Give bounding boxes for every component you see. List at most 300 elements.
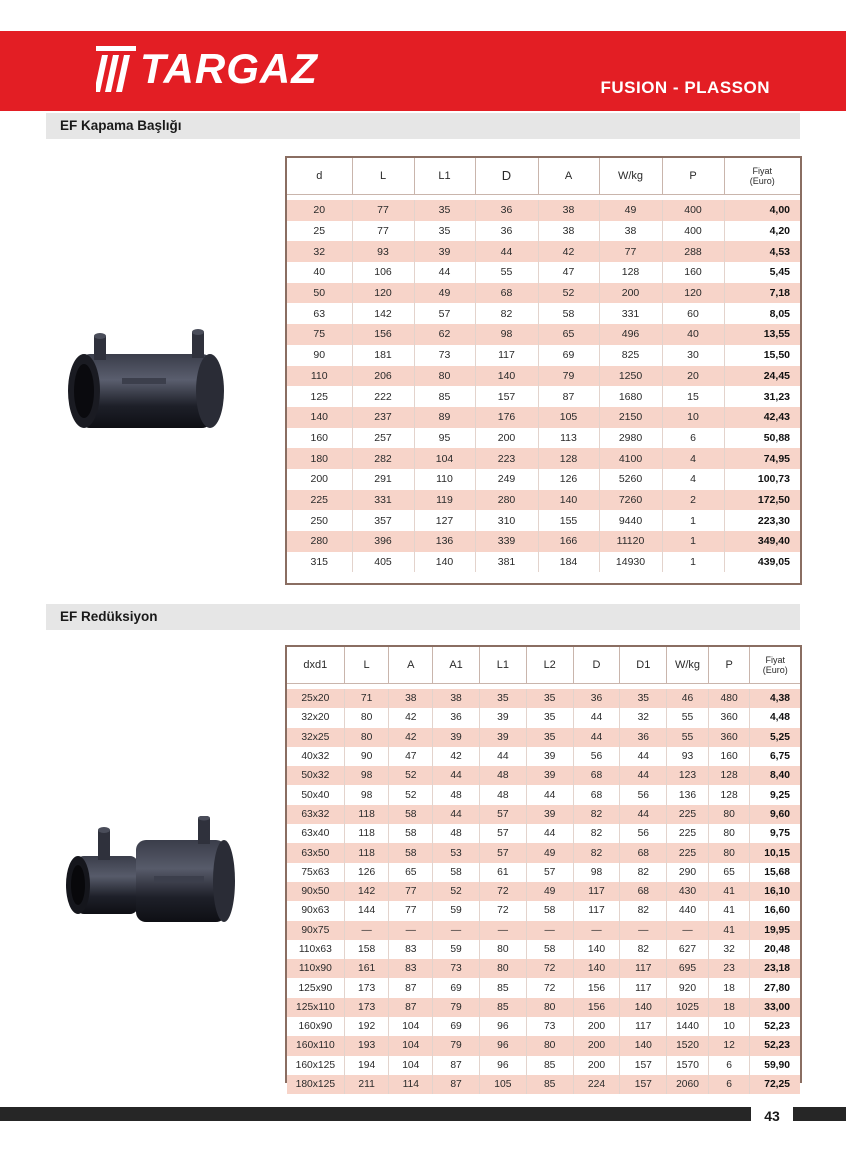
table-cell: 57 bbox=[414, 303, 475, 324]
price-column-header bbox=[724, 158, 800, 194]
column-header: L bbox=[352, 158, 414, 194]
table-cell: 80 bbox=[526, 998, 573, 1017]
table-cell: 47 bbox=[538, 262, 599, 283]
end-cap-price-table bbox=[285, 156, 802, 585]
reducer-table bbox=[287, 647, 800, 1094]
table-row bbox=[287, 531, 800, 552]
table-cell: 79 bbox=[538, 366, 599, 387]
table-cell: 160 bbox=[708, 747, 750, 766]
price-header-unit: (Euro) bbox=[762, 664, 788, 675]
table-cell: 89 bbox=[414, 407, 475, 428]
table-row bbox=[287, 843, 800, 862]
table-cell: 142 bbox=[344, 882, 389, 901]
table-cell: 63x40 bbox=[287, 824, 344, 843]
table-row bbox=[287, 940, 800, 959]
table-cell: 32 bbox=[620, 708, 667, 727]
table-cell: 65 bbox=[708, 863, 750, 882]
table-cell: — bbox=[433, 921, 480, 940]
price-column-header bbox=[750, 647, 800, 683]
table-cell: 211 bbox=[344, 1075, 389, 1094]
table-cell: 117 bbox=[573, 901, 620, 920]
table-cell: 118 bbox=[344, 824, 389, 843]
table-cell: 38 bbox=[538, 221, 599, 242]
price-cell: 4,53 bbox=[724, 241, 800, 262]
table-cell: 117 bbox=[573, 882, 620, 901]
table-cell: 140 bbox=[287, 407, 352, 428]
table-cell: 110x63 bbox=[287, 940, 344, 959]
table-cell: 32x20 bbox=[287, 708, 344, 727]
table-cell: 35 bbox=[620, 689, 667, 708]
table-cell: 36 bbox=[620, 728, 667, 747]
table-cell: 49 bbox=[414, 283, 475, 304]
table-cell: 7260 bbox=[599, 490, 662, 511]
table-cell: 105 bbox=[479, 1075, 526, 1094]
table-cell: 1520 bbox=[667, 1036, 709, 1055]
table-cell: 126 bbox=[538, 469, 599, 490]
table-cell: 63 bbox=[287, 303, 352, 324]
table-cell: 104 bbox=[389, 1056, 433, 1075]
table-cell: 53 bbox=[433, 843, 480, 862]
table-cell: 63x32 bbox=[287, 805, 344, 824]
table-cell: 310 bbox=[475, 510, 538, 531]
table-cell: 315 bbox=[287, 552, 352, 573]
table-cell: 200 bbox=[573, 1036, 620, 1055]
table-cell: 173 bbox=[344, 978, 389, 997]
table-cell: 400 bbox=[662, 200, 724, 221]
table-row bbox=[287, 221, 800, 242]
table-cell: — bbox=[573, 921, 620, 940]
column-header: L1 bbox=[479, 647, 526, 683]
price-cell: 16,10 bbox=[750, 882, 800, 901]
table-cell: 1025 bbox=[667, 998, 709, 1017]
table-cell: 160 bbox=[662, 262, 724, 283]
table-cell: 42 bbox=[433, 747, 480, 766]
table-cell: 73 bbox=[414, 345, 475, 366]
table-cell: 127 bbox=[414, 510, 475, 531]
table-cell: 87 bbox=[389, 998, 433, 1017]
table-cell: 40 bbox=[662, 324, 724, 345]
table-cell: 176 bbox=[475, 407, 538, 428]
table-row bbox=[287, 689, 800, 708]
column-header: W/kg bbox=[667, 647, 709, 683]
table-cell: 52 bbox=[389, 766, 433, 785]
table-cell: 249 bbox=[475, 469, 538, 490]
brand-logo bbox=[96, 40, 318, 98]
table-cell: 62 bbox=[414, 324, 475, 345]
table-cell: 39 bbox=[479, 708, 526, 727]
table-cell: 77 bbox=[352, 221, 414, 242]
table-cell: 160 bbox=[287, 428, 352, 449]
table-cell: 180x125 bbox=[287, 1075, 344, 1094]
table-cell: 90 bbox=[287, 345, 352, 366]
table-cell: 79 bbox=[433, 998, 480, 1017]
table-cell: 98 bbox=[475, 324, 538, 345]
price-cell: 4,20 bbox=[724, 221, 800, 242]
column-header: P bbox=[708, 647, 750, 683]
table-cell: 40x32 bbox=[287, 747, 344, 766]
table-cell: 20 bbox=[662, 366, 724, 387]
table-row bbox=[287, 241, 800, 262]
table-cell: 93 bbox=[667, 747, 709, 766]
table-row bbox=[287, 978, 800, 997]
table-cell: 63x50 bbox=[287, 843, 344, 862]
table-cell: 80 bbox=[414, 366, 475, 387]
table-cell: 71 bbox=[344, 689, 389, 708]
table-cell: 44 bbox=[573, 728, 620, 747]
page-number-box bbox=[751, 1103, 793, 1129]
table-cell: — bbox=[667, 921, 709, 940]
section-title: EF Redüksiyon bbox=[60, 609, 158, 624]
end-cap-product-image bbox=[58, 326, 238, 441]
table-cell: 82 bbox=[620, 901, 667, 920]
table-row bbox=[287, 262, 800, 283]
table-cell: 184 bbox=[538, 552, 599, 573]
table-cell: 39 bbox=[479, 728, 526, 747]
table-row bbox=[287, 490, 800, 511]
table-cell: 41 bbox=[708, 901, 750, 920]
table-cell: 60 bbox=[662, 303, 724, 324]
table-cell: 161 bbox=[344, 959, 389, 978]
table-cell: 85 bbox=[526, 1075, 573, 1094]
table-cell: 119 bbox=[414, 490, 475, 511]
table-cell: 58 bbox=[433, 863, 480, 882]
table-cell: 18 bbox=[708, 998, 750, 1017]
table-cell: 181 bbox=[352, 345, 414, 366]
table-cell: 158 bbox=[344, 940, 389, 959]
table-cell: 15 bbox=[662, 386, 724, 407]
table-cell: 825 bbox=[599, 345, 662, 366]
price-cell: 8,40 bbox=[750, 766, 800, 785]
price-cell: 15,68 bbox=[750, 863, 800, 882]
table-cell: 32 bbox=[708, 940, 750, 959]
column-header: D bbox=[573, 647, 620, 683]
table-cell: 440 bbox=[667, 901, 709, 920]
table-cell: 288 bbox=[662, 241, 724, 262]
table-cell: 104 bbox=[389, 1017, 433, 1036]
table-cell: 36 bbox=[573, 689, 620, 708]
table-cell: 44 bbox=[479, 747, 526, 766]
table-cell: 106 bbox=[352, 262, 414, 283]
table-cell: 39 bbox=[526, 766, 573, 785]
table-cell: 396 bbox=[352, 531, 414, 552]
table-cell: 57 bbox=[479, 843, 526, 862]
table-cell: 46 bbox=[667, 689, 709, 708]
column-header: L bbox=[344, 647, 389, 683]
table-cell: 2980 bbox=[599, 428, 662, 449]
table-cell: 200 bbox=[287, 469, 352, 490]
table-row bbox=[287, 1075, 800, 1094]
table-cell: 42 bbox=[538, 241, 599, 262]
table-row bbox=[287, 552, 800, 573]
table-cell: 200 bbox=[599, 283, 662, 304]
table-cell: 225 bbox=[667, 843, 709, 862]
table-cell: 30 bbox=[662, 345, 724, 366]
table-cell: 140 bbox=[573, 959, 620, 978]
table-cell: 1 bbox=[662, 531, 724, 552]
table-cell: 1680 bbox=[599, 386, 662, 407]
table-cell: 39 bbox=[433, 728, 480, 747]
table-cell: 82 bbox=[573, 843, 620, 862]
price-cell: 172,50 bbox=[724, 490, 800, 511]
table-cell: 120 bbox=[662, 283, 724, 304]
table-cell: 4 bbox=[662, 448, 724, 469]
column-header: A bbox=[538, 158, 599, 194]
table-cell: 331 bbox=[599, 303, 662, 324]
table-cell: 157 bbox=[620, 1056, 667, 1075]
table-cell: 360 bbox=[708, 708, 750, 727]
table-cell: 82 bbox=[573, 805, 620, 824]
table-cell: 225 bbox=[667, 805, 709, 824]
table-cell: 36 bbox=[433, 708, 480, 727]
table-cell: 117 bbox=[620, 978, 667, 997]
table-cell: 57 bbox=[526, 863, 573, 882]
table-cell: 250 bbox=[287, 510, 352, 531]
table-cell: 56 bbox=[620, 785, 667, 804]
table-cell: 237 bbox=[352, 407, 414, 428]
table-cell: 49 bbox=[599, 200, 662, 221]
table-cell: 117 bbox=[620, 959, 667, 978]
table-cell: 136 bbox=[667, 785, 709, 804]
table-cell: 55 bbox=[475, 262, 538, 283]
column-header: d bbox=[287, 158, 352, 194]
table-cell: 430 bbox=[667, 882, 709, 901]
table-cell: 95 bbox=[414, 428, 475, 449]
table-cell: 1 bbox=[662, 552, 724, 573]
reducer-price-table bbox=[285, 645, 802, 1091]
table-cell: 56 bbox=[620, 824, 667, 843]
table-cell: 39 bbox=[526, 805, 573, 824]
table-cell: 80 bbox=[344, 728, 389, 747]
table-cell: 405 bbox=[352, 552, 414, 573]
table-cell: 44 bbox=[433, 805, 480, 824]
table-cell: 125x90 bbox=[287, 978, 344, 997]
table-cell: 194 bbox=[344, 1056, 389, 1075]
price-cell: 349,40 bbox=[724, 531, 800, 552]
table-cell: 142 bbox=[352, 303, 414, 324]
table-cell: 160x110 bbox=[287, 1036, 344, 1055]
table-cell: 357 bbox=[352, 510, 414, 531]
table-cell: 225 bbox=[667, 824, 709, 843]
table-cell: 118 bbox=[344, 805, 389, 824]
table-cell: 110 bbox=[414, 469, 475, 490]
table-cell: 77 bbox=[389, 882, 433, 901]
price-cell: 439,05 bbox=[724, 552, 800, 573]
footer-bar bbox=[0, 1107, 846, 1121]
table-cell: 57 bbox=[479, 824, 526, 843]
price-cell: 9,25 bbox=[750, 785, 800, 804]
table-cell: 35 bbox=[526, 689, 573, 708]
price-header-unit: (Euro) bbox=[749, 175, 775, 186]
price-cell: 74,95 bbox=[724, 448, 800, 469]
table-cell: 38 bbox=[389, 689, 433, 708]
table-row bbox=[287, 959, 800, 978]
table-cell: 77 bbox=[389, 901, 433, 920]
price-cell: 4,48 bbox=[750, 708, 800, 727]
table-cell: 56 bbox=[573, 747, 620, 766]
table-cell: 157 bbox=[475, 386, 538, 407]
price-cell: 8,05 bbox=[724, 303, 800, 324]
table-row bbox=[287, 901, 800, 920]
table-cell: — bbox=[479, 921, 526, 940]
table-cell: 12 bbox=[708, 1036, 750, 1055]
table-cell: 4 bbox=[662, 469, 724, 490]
price-cell: 13,55 bbox=[724, 324, 800, 345]
table-cell: 38 bbox=[433, 689, 480, 708]
price-cell: 42,43 bbox=[724, 407, 800, 428]
column-header: W/kg bbox=[599, 158, 662, 194]
table-row bbox=[287, 200, 800, 221]
column-header: L1 bbox=[414, 158, 475, 194]
table-cell: 59 bbox=[433, 940, 480, 959]
table-cell: 47 bbox=[389, 747, 433, 766]
table-cell: 77 bbox=[352, 200, 414, 221]
table-cell: 381 bbox=[475, 552, 538, 573]
table-cell: 48 bbox=[479, 785, 526, 804]
table-row bbox=[287, 1036, 800, 1055]
reducer-product-image bbox=[58, 816, 238, 931]
table-cell: 58 bbox=[389, 824, 433, 843]
price-cell: 72,25 bbox=[750, 1075, 800, 1094]
table-cell: 68 bbox=[573, 766, 620, 785]
table-row bbox=[287, 998, 800, 1017]
table-cell: 73 bbox=[526, 1017, 573, 1036]
table-cell: 125 bbox=[287, 386, 352, 407]
table-row bbox=[287, 921, 800, 940]
table-cell: 200 bbox=[475, 428, 538, 449]
price-cell: 50,88 bbox=[724, 428, 800, 449]
table-cell: 20 bbox=[287, 200, 352, 221]
table-cell: 200 bbox=[573, 1056, 620, 1075]
table-cell: 400 bbox=[662, 221, 724, 242]
table-cell: 82 bbox=[620, 940, 667, 959]
table-cell: 96 bbox=[479, 1036, 526, 1055]
table-cell: 58 bbox=[526, 901, 573, 920]
table-cell: 125x110 bbox=[287, 998, 344, 1017]
table-cell: 75 bbox=[287, 324, 352, 345]
table-row bbox=[287, 728, 800, 747]
table-cell: 290 bbox=[667, 863, 709, 882]
table-cell: 117 bbox=[620, 1017, 667, 1036]
table-cell: 35 bbox=[414, 221, 475, 242]
table-cell: 44 bbox=[414, 262, 475, 283]
table-cell: — bbox=[344, 921, 389, 940]
column-header: D bbox=[475, 158, 538, 194]
table-cell: 4100 bbox=[599, 448, 662, 469]
table-cell: 48 bbox=[479, 766, 526, 785]
table-cell: 58 bbox=[389, 805, 433, 824]
table-cell: 192 bbox=[344, 1017, 389, 1036]
section-title-bar bbox=[46, 604, 800, 630]
table-cell: 82 bbox=[573, 824, 620, 843]
table-cell: 128 bbox=[708, 785, 750, 804]
table-cell: 140 bbox=[573, 940, 620, 959]
table-cell: 1570 bbox=[667, 1056, 709, 1075]
table-cell: 44 bbox=[526, 785, 573, 804]
table-cell: 41 bbox=[708, 882, 750, 901]
reducer-table-body bbox=[287, 683, 800, 1094]
table-cell: 140 bbox=[620, 1036, 667, 1055]
table-cell: 80 bbox=[708, 843, 750, 862]
table-cell: 2150 bbox=[599, 407, 662, 428]
table-cell: 140 bbox=[475, 366, 538, 387]
table-cell: 6 bbox=[708, 1075, 750, 1094]
table-cell: 160x125 bbox=[287, 1056, 344, 1075]
column-header: P bbox=[662, 158, 724, 194]
table-cell: 44 bbox=[475, 241, 538, 262]
price-header-label: Fiyat bbox=[752, 165, 772, 176]
table-cell: 496 bbox=[599, 324, 662, 345]
table-cell: 68 bbox=[620, 843, 667, 862]
table-cell: 50x32 bbox=[287, 766, 344, 785]
table-cell: 2 bbox=[662, 490, 724, 511]
table-cell: 331 bbox=[352, 490, 414, 511]
table-cell: 180 bbox=[287, 448, 352, 469]
table-cell: 90x75 bbox=[287, 921, 344, 940]
table-cell: 627 bbox=[667, 940, 709, 959]
table-cell: 35 bbox=[526, 728, 573, 747]
table-cell: 128 bbox=[538, 448, 599, 469]
table-row bbox=[287, 366, 800, 387]
table-cell: 2060 bbox=[667, 1075, 709, 1094]
table-cell: 126 bbox=[344, 863, 389, 882]
column-header: L2 bbox=[526, 647, 573, 683]
column-header: dxd1 bbox=[287, 647, 344, 683]
table-cell: 80 bbox=[479, 959, 526, 978]
table-row bbox=[287, 345, 800, 366]
table-cell: 59 bbox=[433, 901, 480, 920]
table-cell: 96 bbox=[479, 1017, 526, 1036]
table-row bbox=[287, 448, 800, 469]
table-cell: 104 bbox=[389, 1036, 433, 1055]
table-cell: 104 bbox=[414, 448, 475, 469]
table-cell: 52 bbox=[389, 785, 433, 804]
table-row bbox=[287, 428, 800, 449]
table-row bbox=[287, 766, 800, 785]
table-row bbox=[287, 747, 800, 766]
table-row bbox=[287, 324, 800, 345]
header-subtitle: FUSION - PLASSON bbox=[600, 78, 770, 97]
price-cell: 9,60 bbox=[750, 805, 800, 824]
table-cell: 80 bbox=[344, 708, 389, 727]
table-cell: 42 bbox=[389, 708, 433, 727]
price-cell: 10,15 bbox=[750, 843, 800, 862]
table-cell: 32 bbox=[287, 241, 352, 262]
table-cell: 360 bbox=[708, 728, 750, 747]
table-cell: 98 bbox=[344, 785, 389, 804]
brand-name: TARGAZ bbox=[140, 45, 318, 92]
table-cell: — bbox=[526, 921, 573, 940]
table-cell: 52 bbox=[433, 882, 480, 901]
table-cell: 128 bbox=[708, 766, 750, 785]
table-cell: 50x40 bbox=[287, 785, 344, 804]
table-cell: 339 bbox=[475, 531, 538, 552]
price-cell: 9,75 bbox=[750, 824, 800, 843]
table-cell: 156 bbox=[573, 978, 620, 997]
table-cell: 58 bbox=[389, 843, 433, 862]
table-cell: 38 bbox=[599, 221, 662, 242]
table-cell: 156 bbox=[352, 324, 414, 345]
page-number: 43 bbox=[764, 1108, 780, 1124]
price-cell: 223,30 bbox=[724, 510, 800, 531]
table-cell: 1440 bbox=[667, 1017, 709, 1036]
table-row bbox=[287, 303, 800, 324]
table-cell: 6 bbox=[662, 428, 724, 449]
price-cell: 33,00 bbox=[750, 998, 800, 1017]
table-cell: 68 bbox=[620, 882, 667, 901]
table-cell: 35 bbox=[526, 708, 573, 727]
table-cell: 44 bbox=[620, 805, 667, 824]
table-cell: 280 bbox=[475, 490, 538, 511]
